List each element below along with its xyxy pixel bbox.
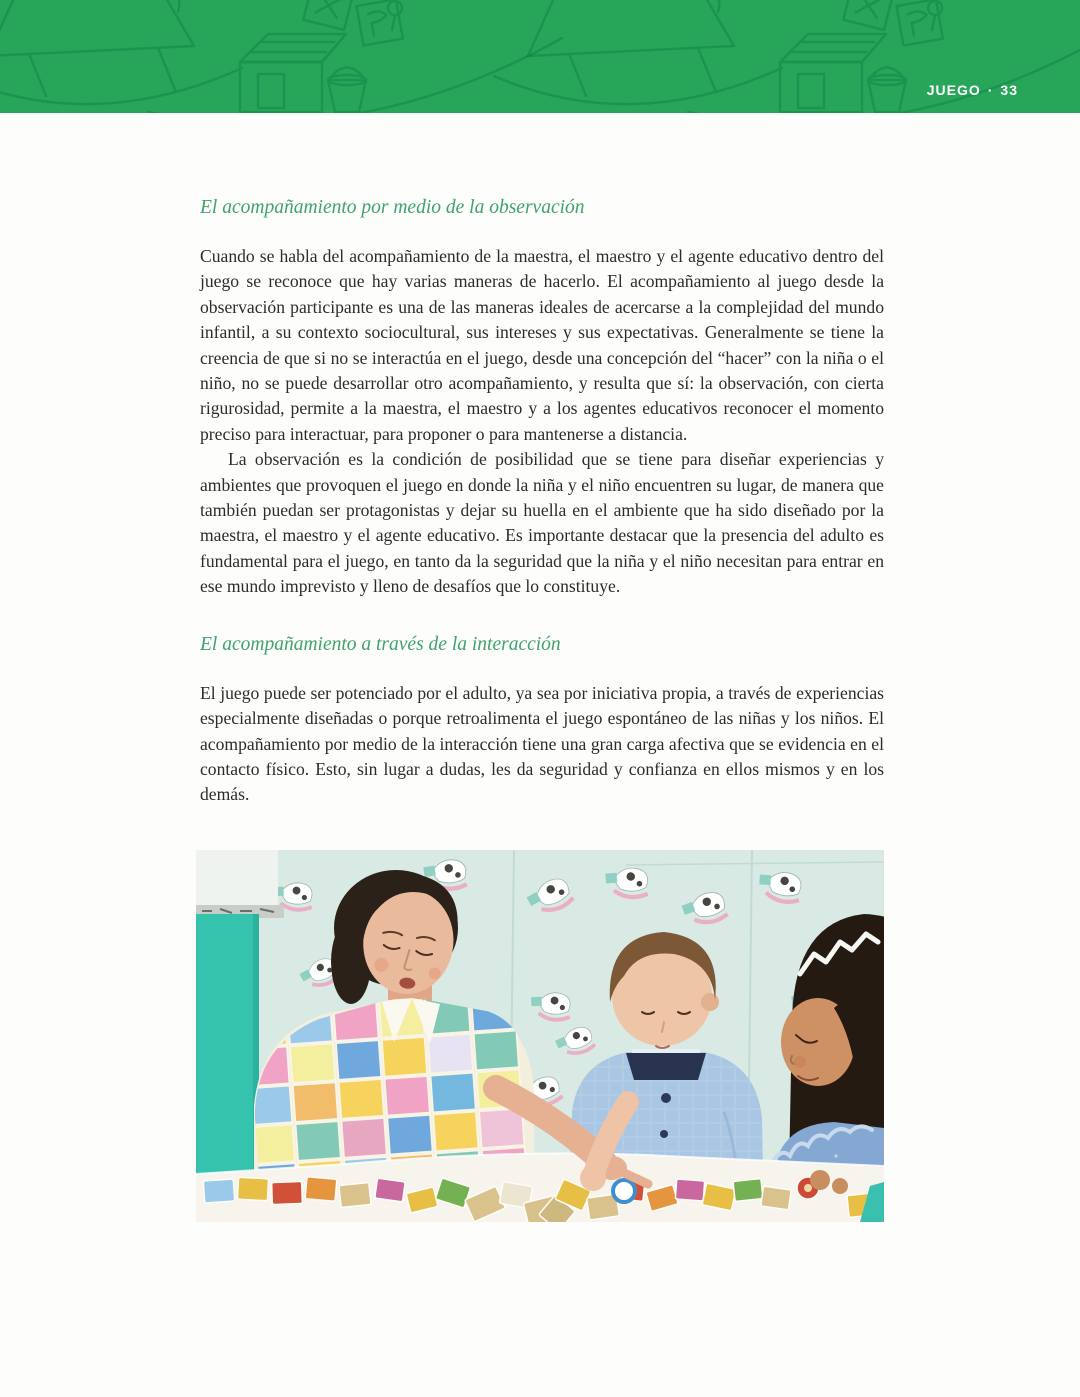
paragraph: La observación es la condición de posibilidad que se tiene para diseñar experiencias y ambientes que provoquen el juego en donde la niña y el niño encuentren su lugar, de manera que también puedan ser protagonistas y dejar su huella en el ambiente que ha sido diseñado por la maestra, el maestro y el agente educativo. Es importante destacar que la presencia del adulto es fundamental para el juego, en tanto da la seguridad que la niña y el niño necesitan para entrar en ese mundo imprevisto y lleno de desafíos que lo constituye. <box>200 449 884 597</box>
classroom-photo <box>196 850 884 1222</box>
running-head-label: JUEGO <box>926 82 981 98</box>
page-content <box>200 196 884 1222</box>
paragraph: El juego puede ser potenciado por el adulto, ya sea por iniciativa propia, a través de experiencias especialmente diseñadas o porque retroalimenta el juego espontáneo de las niñas y los niños. El acompañamiento por medio de la interacción tiene una gran carga afectiva que se evidencia en el contacto físico. Esto, sin lugar a dudas, les da seguridad y confianza en ellos mismos y en los demás. <box>200 682 884 805</box>
section-heading-observacion: El acompañamiento por medio de la observación <box>200 197 585 218</box>
running-head <box>927 82 1018 98</box>
toys-pattern-illustration <box>0 0 1080 113</box>
window-strip <box>196 850 284 918</box>
section-heading-interaccion: El acompañamiento a través de la interacción <box>200 633 561 655</box>
paragraph: Cuando se habla del acompañamiento de la maestra, el maestro y el agente educativo dentro del juego se reconoce que hay varias maneras de hacerlo. El acompañamiento al juego desde la observación participante es una de las maneras ideales de acercarse a la complejidad del mundo infantil, a su contexto sociocultural, sus intereses y sus expectativas. Generalmente se tiene la creencia de que si no se interactúa en el juego, desde una concepción del “hacer” con la niña o el niño, no se puede desarrollar otro acompañamiento, y resulta que sí: la observación, con cierta rigurosidad, permite a la maestra, el maestro y a los agentes educativos reconocer el momento preciso para interactuar, para proponer o para mantenerse a distancia. <box>200 246 884 444</box>
running-head-separator: · <box>987 82 994 98</box>
page-header-band <box>0 0 1080 113</box>
page-number: 33 <box>1000 82 1018 98</box>
